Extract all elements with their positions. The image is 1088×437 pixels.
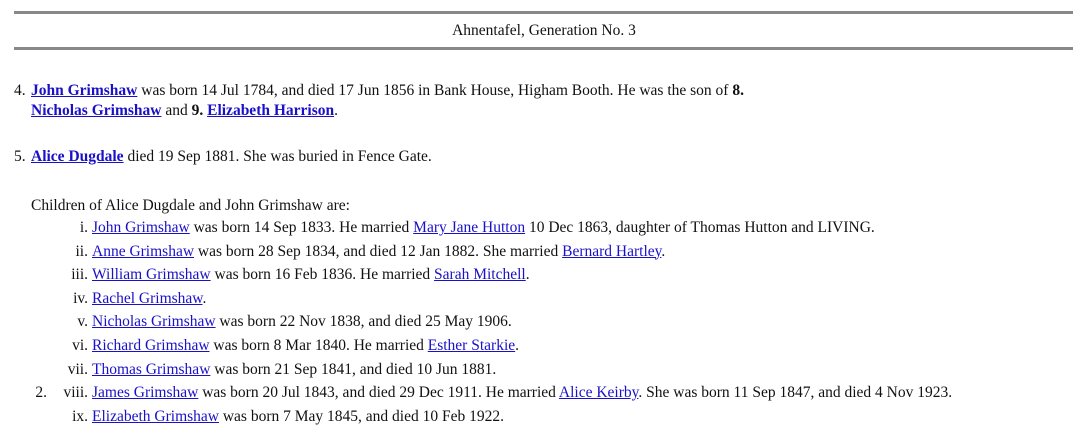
child-name-link[interactable]: Nicholas Grimshaw: [92, 313, 216, 331]
child-roman-numeral: vi.: [72, 337, 88, 354]
person-link-john-grimshaw[interactable]: John Grimshaw: [31, 82, 138, 99]
mother-number: 9.: [191, 102, 204, 119]
child-row: [0, 406, 1088, 428]
child-details: was born 16 Feb 1836. He married: [210, 266, 435, 284]
entry-text: died 19 Sep 1881. She was buried in Fence Gate.: [123, 148, 432, 165]
child-roman-numeral: viii.: [63, 384, 88, 402]
child-row: [0, 217, 1088, 239]
child-row: [0, 288, 1088, 310]
child-text: [92, 311, 512, 333]
child-row: [0, 359, 1088, 381]
page-title: Ahnentafel, Generation No. 3: [452, 22, 636, 39]
child-details: .: [202, 289, 207, 307]
child-row: [0, 241, 1088, 263]
entry-body: [31, 147, 1061, 167]
child-text: [92, 288, 206, 310]
spouse-link[interactable]: Bernard Hartley: [562, 242, 662, 260]
child-name-link[interactable]: William Grimshaw: [92, 266, 211, 284]
father-number: 8.: [732, 82, 744, 99]
child-text: [92, 406, 504, 428]
child-row: [0, 264, 1088, 286]
child-details-after: 10 Dec 1863, daughter of Thomas Hutton and LIVING.: [525, 219, 875, 236]
spouse-link[interactable]: Esther Starkie: [427, 337, 516, 354]
child-name-link[interactable]: James Grimshaw: [92, 384, 199, 402]
entry-end: .: [334, 102, 338, 119]
entry-text: was born 14 Jul 1784, and died 17 Jun 1856 in Bank House, Higham Booth. He was the son of: [137, 82, 733, 99]
child-text: [92, 335, 519, 357]
spouse-link[interactable]: Alice Keirby: [558, 384, 639, 402]
ahnentafel-entry-5: [14, 147, 1061, 167]
child-details-after: .: [525, 266, 530, 284]
child-roman-numeral: iii.: [71, 266, 88, 284]
child-roman-numeral: i.: [79, 219, 88, 236]
header-rule-bottom: [14, 47, 1073, 50]
child-details: was born 22 Nov 1838, and died 25 May 1906.: [215, 313, 512, 331]
child-name-link[interactable]: John Grimshaw: [92, 219, 190, 236]
child-text: [92, 264, 530, 286]
child-roman-numeral: ix.: [72, 407, 88, 425]
child-details-after: .: [515, 337, 520, 354]
child-name-link[interactable]: Anne Grimshaw: [92, 242, 195, 260]
entry-number: 5.: [14, 148, 26, 165]
child-name-link[interactable]: Thomas Grimshaw: [92, 360, 211, 378]
and-text: and: [161, 102, 192, 119]
child-row: [0, 382, 1088, 404]
child-roman-numeral: vii.: [67, 360, 88, 378]
child-details: was born 20 Jul 1843, and died 29 Dec 1911. He married: [198, 384, 559, 402]
person-link-alice-dugdale[interactable]: Alice Dugdale: [31, 148, 124, 165]
person-link-mother[interactable]: Elizabeth Harrison: [207, 102, 335, 119]
child-name-link[interactable]: Elizabeth Grimshaw: [92, 407, 219, 425]
child-text: [92, 382, 952, 404]
person-link-father[interactable]: Nicholas Grimshaw: [31, 102, 162, 119]
children-intro: Children of Alice Dugdale and John Grimshaw are:: [31, 197, 350, 214]
spouse-link[interactable]: Mary Jane Hutton: [413, 219, 526, 236]
child-text: [92, 359, 496, 381]
child-row: [0, 335, 1088, 357]
child-name-link[interactable]: Rachel Grimshaw: [92, 289, 203, 307]
entry-number: 4.: [14, 82, 26, 99]
child-generation-number: 2.: [35, 384, 47, 402]
child-roman-numeral: ii.: [75, 242, 88, 260]
child-details: was born 7 May 1845, and died 10 Feb 1922.: [218, 407, 504, 425]
child-details: was born 28 Sep 1834, and died 12 Jan 1882. She married: [194, 242, 563, 260]
ahnentafel-entry-4: [14, 81, 1061, 121]
header-rule-top: [14, 11, 1073, 14]
child-roman-numeral: iv.: [73, 289, 88, 307]
child-details-after: . She was born 11 Sep 1847, and died 4 Nov 1923.: [638, 384, 953, 402]
child-text: [92, 241, 665, 263]
child-details-after: .: [661, 242, 666, 260]
child-details: was born 8 Mar 1840. He married: [209, 337, 428, 354]
child-text: [92, 217, 875, 239]
child-details: was born 14 Sep 1833. He married: [189, 219, 414, 236]
spouse-link[interactable]: Sarah Mitchell: [434, 266, 526, 284]
child-roman-numeral: v.: [77, 313, 88, 331]
entry-body: [31, 81, 1061, 121]
child-name-link[interactable]: Richard Grimshaw: [92, 337, 210, 354]
child-details: was born 21 Sep 1841, and died 10 Jun 1881.: [210, 360, 497, 378]
child-row: [0, 311, 1088, 333]
